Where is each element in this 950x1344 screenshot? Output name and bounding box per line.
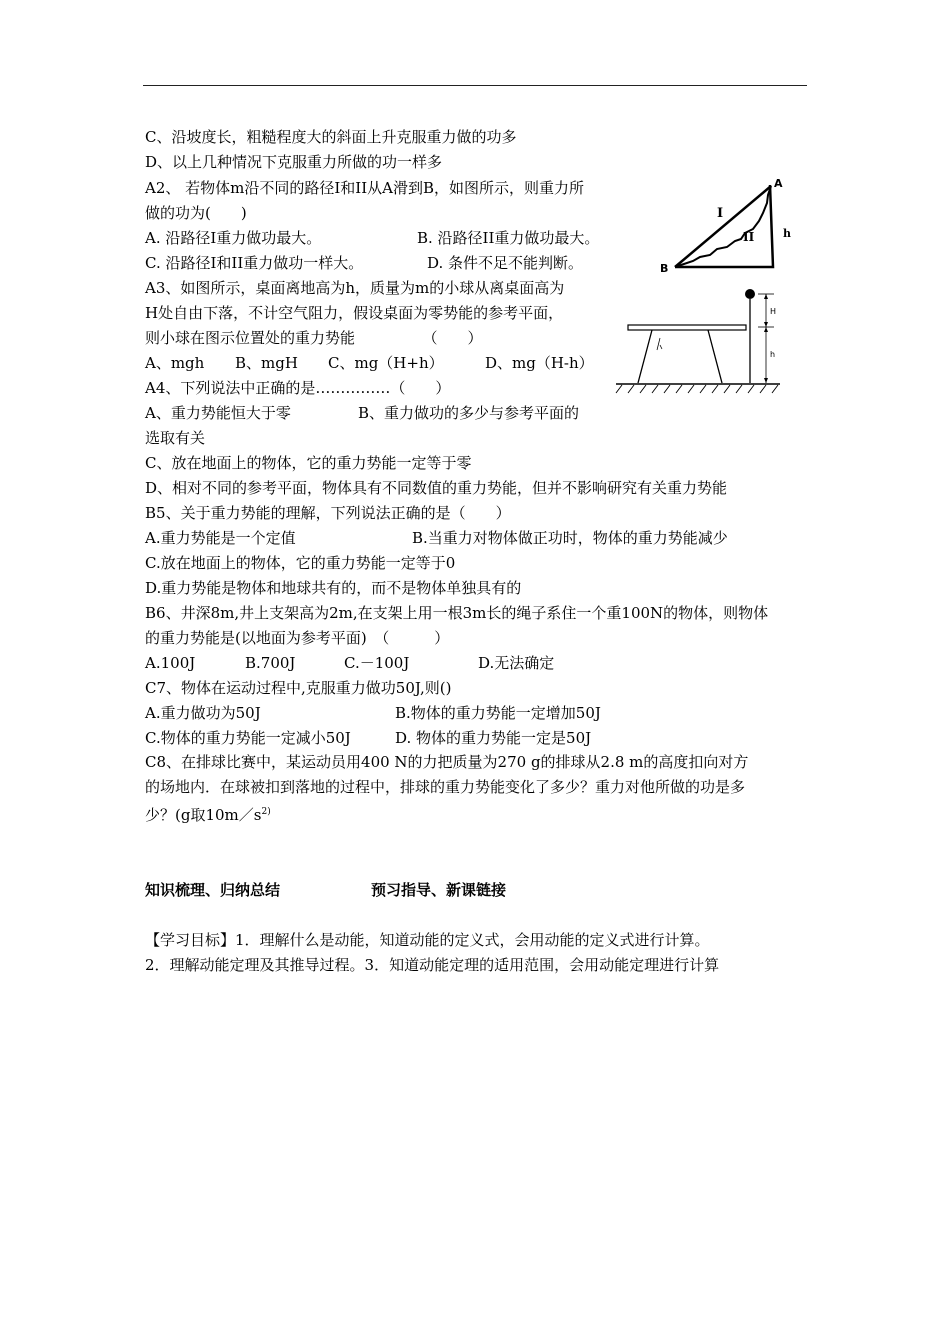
- height-mark: h: [783, 227, 791, 240]
- question-c8-cont: 的场地内．在球被扣到落地的过程中，排球的重力势能变化了多少？重力对他所做的功是多: [145, 778, 746, 796]
- superscript: 2): [261, 807, 271, 817]
- question-a3-cont2: 则小球在图示位置处的重力势能 （ ）: [145, 329, 483, 347]
- label-a: A: [774, 177, 783, 190]
- learning-goals: 【学习目标】1．理解什么是动能，知道动能的定义式，会用动能的定义式进行计算。: [145, 931, 710, 949]
- question-b6: B6、井深8m,井上支架高为2m,在支架上用一根3m长的绳子系住一个重100N的物体，则物体: [145, 604, 769, 622]
- option-a: A. 沿路径I重力做功最大。: [145, 229, 322, 247]
- question-a2: A2、 若物体m沿不同的路径I和II从A滑到B，如图所示，则重力所: [145, 179, 585, 197]
- option-b: B.物体的重力势能一定增加50J: [395, 704, 601, 722]
- path-i-label: I: [717, 206, 724, 221]
- option-d: D. 物体的重力势能一定是50J: [395, 729, 592, 747]
- question-a4-option-b-cont: 选取有关: [145, 429, 206, 447]
- option-b: B.当重力对物体做正功时，物体的重力势能减少: [412, 529, 728, 547]
- question-a4-option-d: D、相对不同的参考平面，物体具有不同数值的重力势能，但并不影响研究有关重力势能: [145, 479, 728, 497]
- question-c8: C8、在排球比赛中，某运动员用400 N的力把质量为270 g的排球从2.8 m的高度扣向对方: [145, 753, 749, 771]
- question-b5-option-c: C.放在地面上的物体，它的重力势能一定等于0: [145, 554, 456, 572]
- option-b: B.700J: [245, 654, 296, 672]
- question-c8-text: 少？(g取10m／s: [145, 806, 262, 824]
- learning-goals-cont: 2．理解动能定理及其推导过程。3．知道动能定理的适用范围，会用动能定理进行计算: [145, 956, 720, 974]
- label-h: h: [770, 350, 776, 359]
- question-b5: B5、关于重力势能的理解，下列说法正确的是（ ）: [145, 504, 511, 522]
- question-c7: C7、物体在运动过程中,克服重力做功50J,则(): [145, 679, 452, 697]
- header-rule: [143, 85, 807, 86]
- path-figure: [655, 175, 800, 275]
- option-c: C、mg（H+h）: [328, 354, 444, 372]
- option-a: A.重力势能是一个定值: [145, 529, 296, 547]
- option-c: C. 沿路径I和II重力做功一样大。: [145, 254, 364, 272]
- option-b: B、重力做功的多少与参考平面的: [358, 404, 580, 422]
- option-c: C.物体的重力势能一定减小50J: [145, 729, 351, 747]
- question-a2-cont: 做的功为( ): [145, 204, 247, 222]
- label-b: B: [660, 262, 669, 275]
- question-a3-cont: H处自由下落，不计空气阻力，假设桌面为零势能的参考平面，: [145, 304, 564, 322]
- option-c-prev: C、沿坡度长，粗糙程度大的斜面上升克服重力做的功多: [145, 128, 517, 146]
- option-d: D.无法确定: [478, 654, 555, 672]
- option-b: B. 沿路径II重力做功最大。: [417, 229, 600, 247]
- option-a: A、mgh: [145, 354, 205, 372]
- option-c: C.－100J: [344, 654, 410, 672]
- option-d: D. 条件不足不能判断。: [427, 254, 584, 272]
- heading-preview: 预习指导、新课链接: [371, 881, 507, 899]
- question-c8-cont2: [145, 802, 271, 825]
- option-a: A、重力势能恒大于零: [145, 404, 291, 422]
- path-ii-label: II: [743, 230, 755, 244]
- option-a: A.重力做功为50J: [145, 704, 261, 722]
- option-a: A.100J: [145, 654, 196, 672]
- question-a4-option-c: C、放在地面上的物体，它的重力势能一定等于零: [145, 454, 472, 472]
- table-ball-figure: [612, 283, 797, 398]
- option-d: D、mg（H-h）: [485, 354, 594, 372]
- question-b5-option-d: D.重力势能是物体和地球共有的，而不是物体单独具有的: [145, 579, 522, 597]
- option-b: B、mgH: [235, 354, 298, 372]
- question-a4: A4、下列说法中正确的是……………（ ）: [145, 379, 451, 397]
- option-d-prev: D、以上几种情况下克服重力所做的功一样多: [145, 153, 443, 171]
- question-b6-cont: 的重力势能是(以地面为参考平面) （ ）: [145, 629, 450, 647]
- question-a3: A3、如图所示，桌面离地高为h，质量为m的小球从离桌面高为: [145, 279, 565, 297]
- heading-summary: 知识梳理、归纳总结: [145, 881, 281, 899]
- label-H: H: [770, 307, 777, 316]
